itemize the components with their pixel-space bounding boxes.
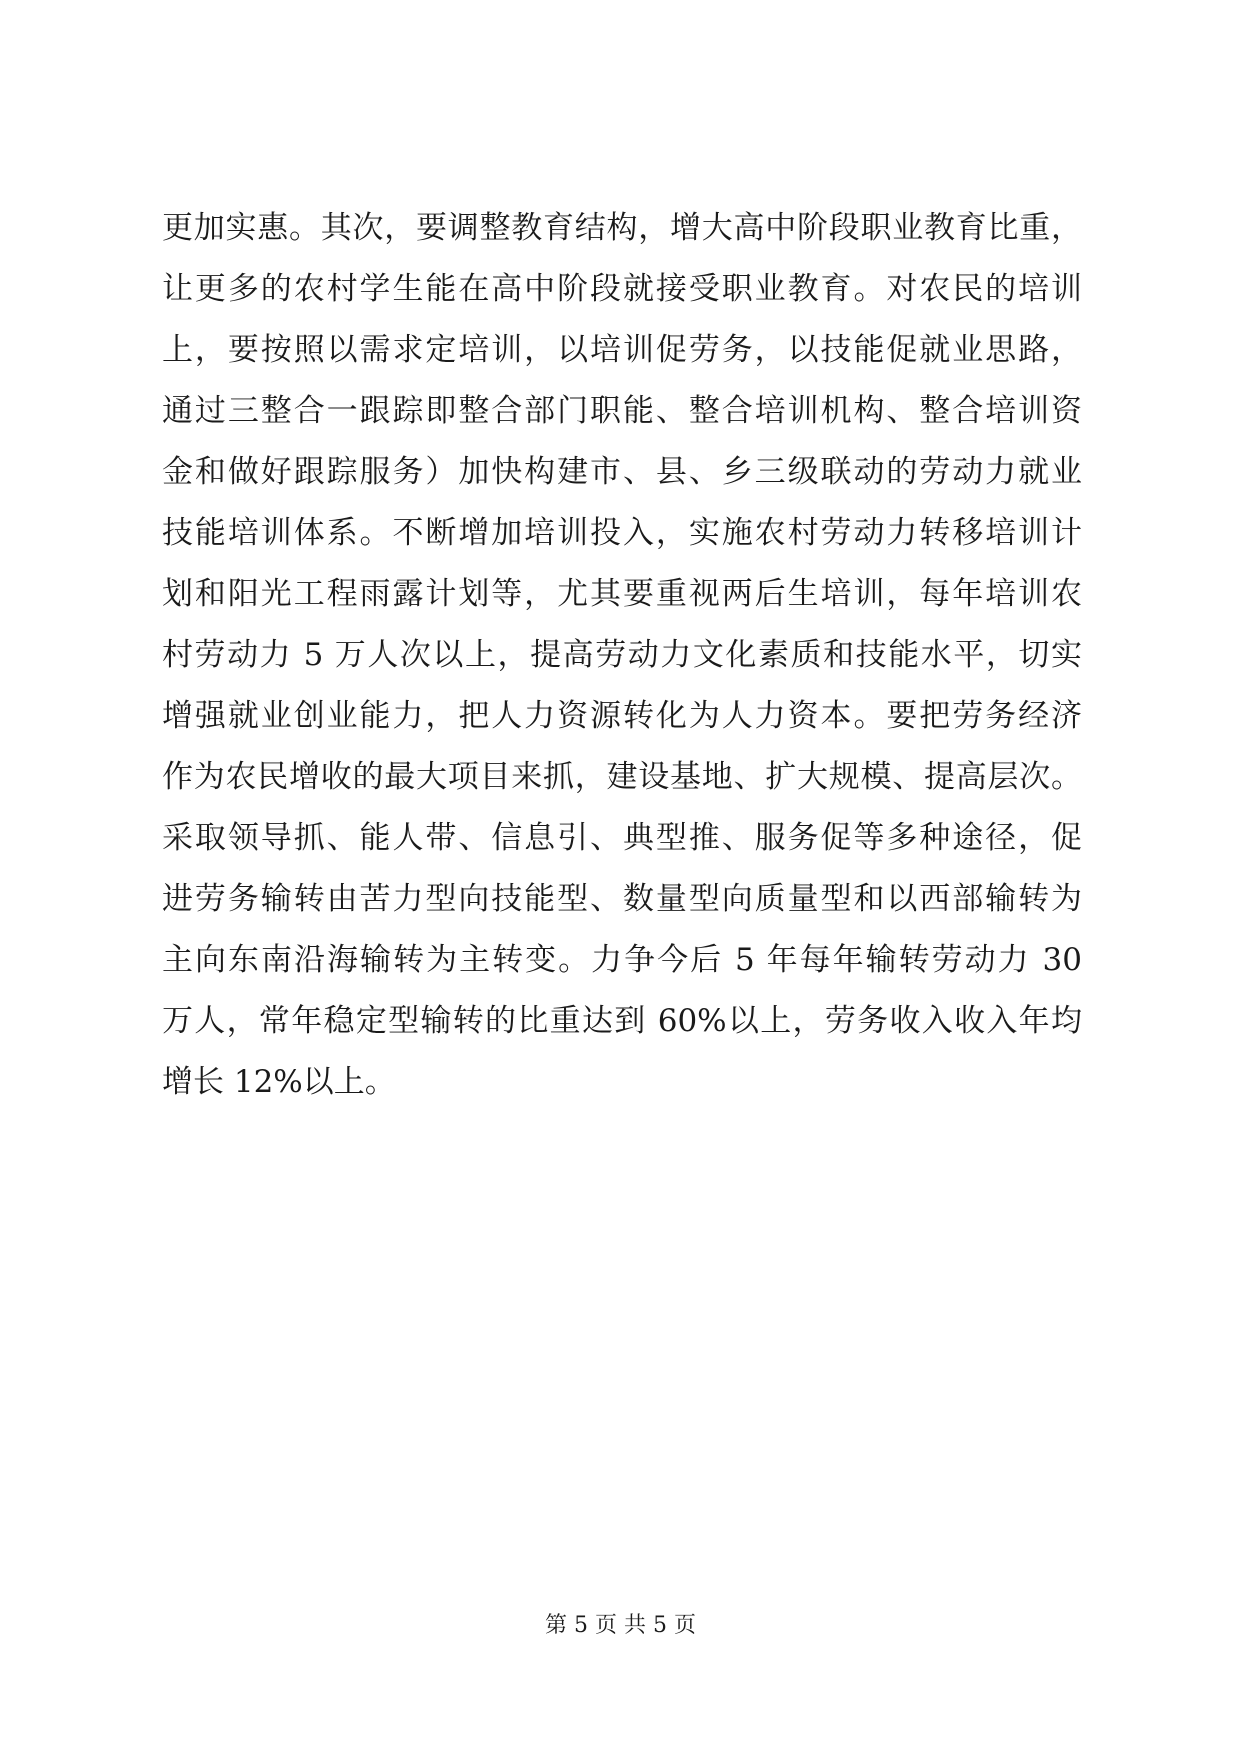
body-line-3: 上，要按照以需求定培训，以培训促劳务，以技能促就业思路， bbox=[162, 332, 1082, 368]
body-line-12: 进劳务输转由苦力型向技能型、数量型向质量型和以西部输转为 bbox=[162, 881, 1082, 917]
body-line-11: 采取领导抓、能人带、信息引、典型推、服务促等多种途径，促 bbox=[162, 820, 1082, 856]
body-line-4: 通过三整合一跟踪即整合部门职能、整合培训机构、整合培训资 bbox=[162, 393, 1082, 429]
body-line-9: 增强就业创业能力，把人力资源转化为人力资本。要把劳务经济 bbox=[162, 698, 1082, 734]
body-line-15: 增长 12%以上。 bbox=[162, 1064, 396, 1100]
body-text bbox=[162, 198, 1082, 1113]
body-line-14: 万人，常年稳定型输转的比重达到 60%以上，劳务收入收入年均 bbox=[162, 1003, 1082, 1039]
body-line-2: 让更多的农村学生能在高中阶段就接受职业教育。对农民的培训 bbox=[162, 271, 1082, 307]
page-footer bbox=[0, 1611, 1241, 1641]
body-line-1: 更加实惠。其次，要调整教育结构，增大高中阶段职业教育比重， bbox=[162, 210, 1082, 246]
body-line-6: 技能培训体系。不断增加培训投入，实施农村劳动力转移培训计 bbox=[162, 515, 1082, 551]
body-line-5: 金和做好跟踪服务）加快构建市、县、乡三级联动的劳动力就业 bbox=[162, 454, 1082, 490]
page-number: 第 5 页 共 5 页 bbox=[545, 1613, 696, 1638]
body-line-13: 主向东南沿海输转为主转变。力争今后 5 年每年输转劳动力 30 bbox=[162, 942, 1082, 978]
body-line-7: 划和阳光工程雨露计划等，尤其要重视两后生培训，每年培训农 bbox=[162, 576, 1082, 612]
body-line-10: 作为农民增收的最大项目来抓，建设基地、扩大规模、提高层次。 bbox=[162, 759, 1082, 795]
body-line-8: 村劳动力 5 万人次以上，提高劳动力文化素质和技能水平，切实 bbox=[162, 637, 1082, 673]
